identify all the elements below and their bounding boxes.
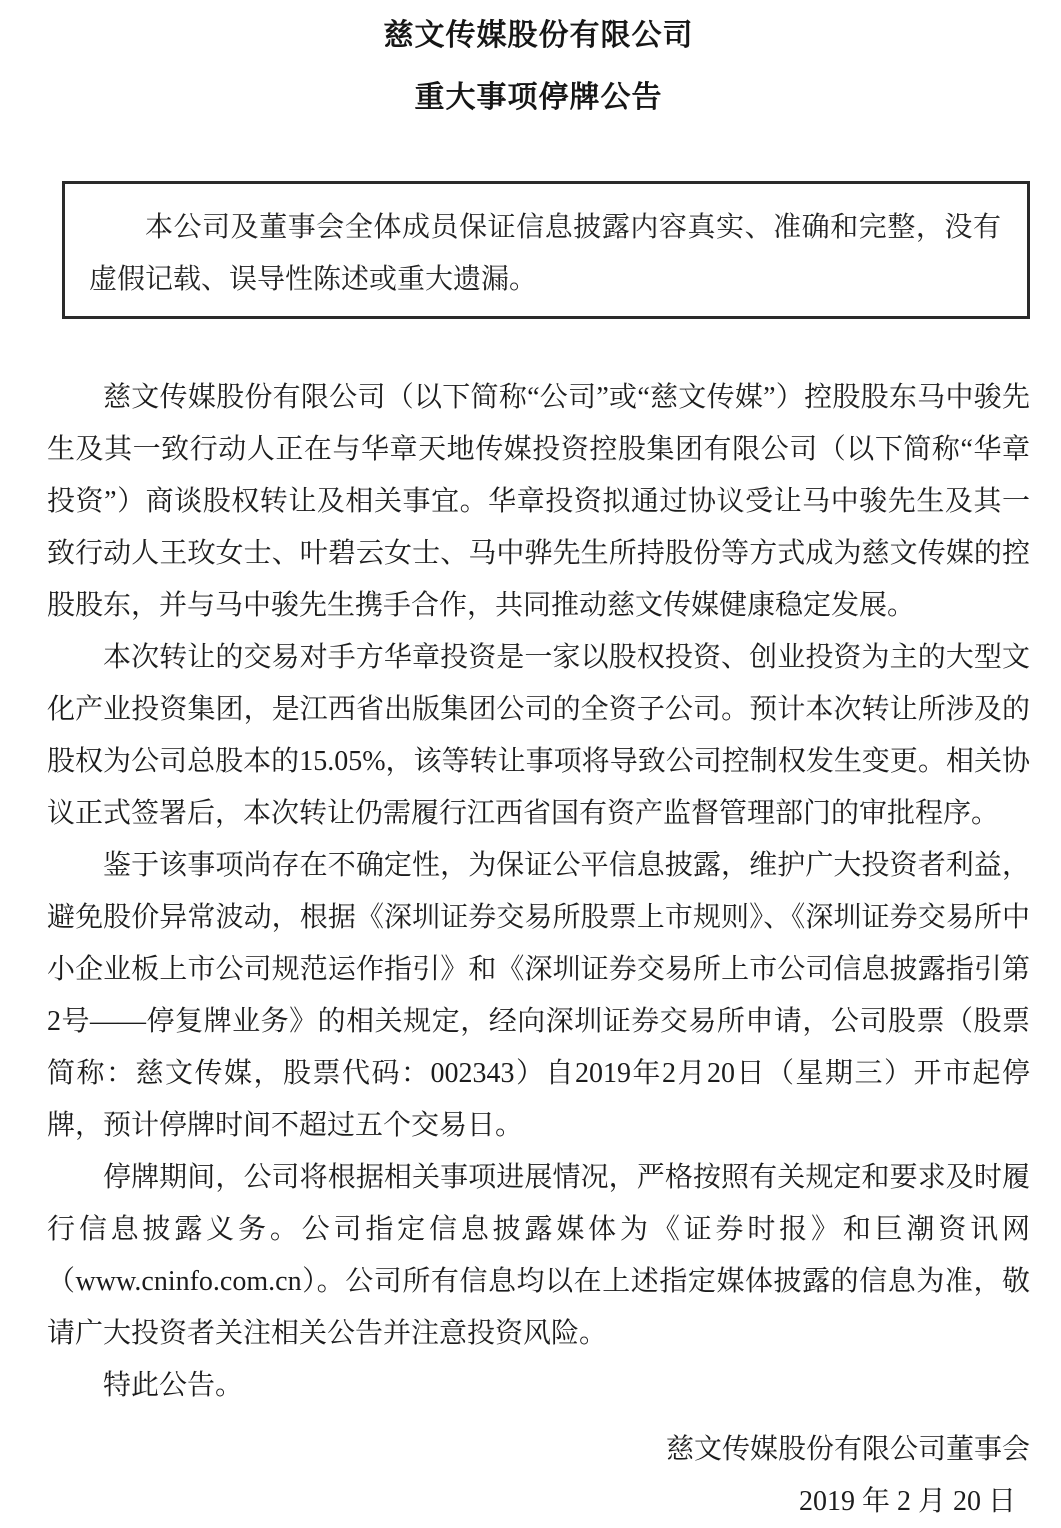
paragraph-counterparty: 本次转让的交易对手方华章投资是一家以股权投资、创业投资为主的大型文化产业投资集团，是江西省出版集团公司的全资子公司。预计本次转让所涉及的股权为公司总股本的15.05%，该等转让事项将导致公司控制权发生变更。相关协议正式签署后，本次转让仍需履行江西省国有资产监督管理部门的审批程序。 [47,642,1030,829]
announcement-date: 2019 年 2 月 20 日 [798,1486,1016,1517]
paragraph-closing: 特此公告。 [103,1370,244,1401]
page-subtitle: 重大事项停牌公告 [414,81,663,114]
paragraph-intro: 慈文传媒股份有限公司（以下简称“公司”或“慈文传媒”）控股股东马中骏先生及其一致行动人正在与华章天地传媒投资控股集团有限公司（以下简称“华章投资”）商谈股权转让及相关事宜。华章投资拟通过协议受让马中骏先生及其一致行动人王玫女士、叶碧云女士、马中骅先生所持股份等方式成为慈文传媒的控股股东，并与马中骏先生携手合作，共同推动慈文传媒健康稳定发展。 [47,382,1030,621]
paragraph-suspension-basis: 鉴于该事项尚存在不确定性，为保证公平信息披露，维护广大投资者利益，避免股价异常波动，根据《深圳证券交易所股票上市规则》、《深圳证券交易所中小企业板上市公司规范运作指引》和《深圳证券交易所上市公司信息披露指引第2号——停复牌业务》的相关规定，经向深圳证券交易所申请，公司股票（股票简称：慈文传媒，股票代码：002343）自2019年2月20日（星期三）开市起停牌，预计停牌时间不超过五个交易日。 [47,850,1030,1141]
page-title: 慈文传媒股份有限公司 [383,19,694,52]
disclaimer-box [62,181,1030,319]
board-signature: 慈文传媒股份有限公司董事会 [665,1434,1030,1465]
announcement-body [47,372,1030,1412]
paragraph-disclosure-media: 停牌期间，公司将根据相关事项进展情况，严格按照有关规定和要求及时履行信息披露义务。公司指定信息披露媒体为《证券时报》和巨潮资讯网（www.cninfo.com.cn）。公司所有信息均以在上述指定媒体披露的信息为准，敬请广大投资者关注相关公告并注意投资风险。 [47,1162,1030,1349]
disclaimer-text: 本公司及董事会全体成员保证信息披露内容真实、准确和完整，没有虚假记载、误导性陈述或重大遗漏。 [89,212,1001,295]
signature-block [47,1424,1030,1528]
